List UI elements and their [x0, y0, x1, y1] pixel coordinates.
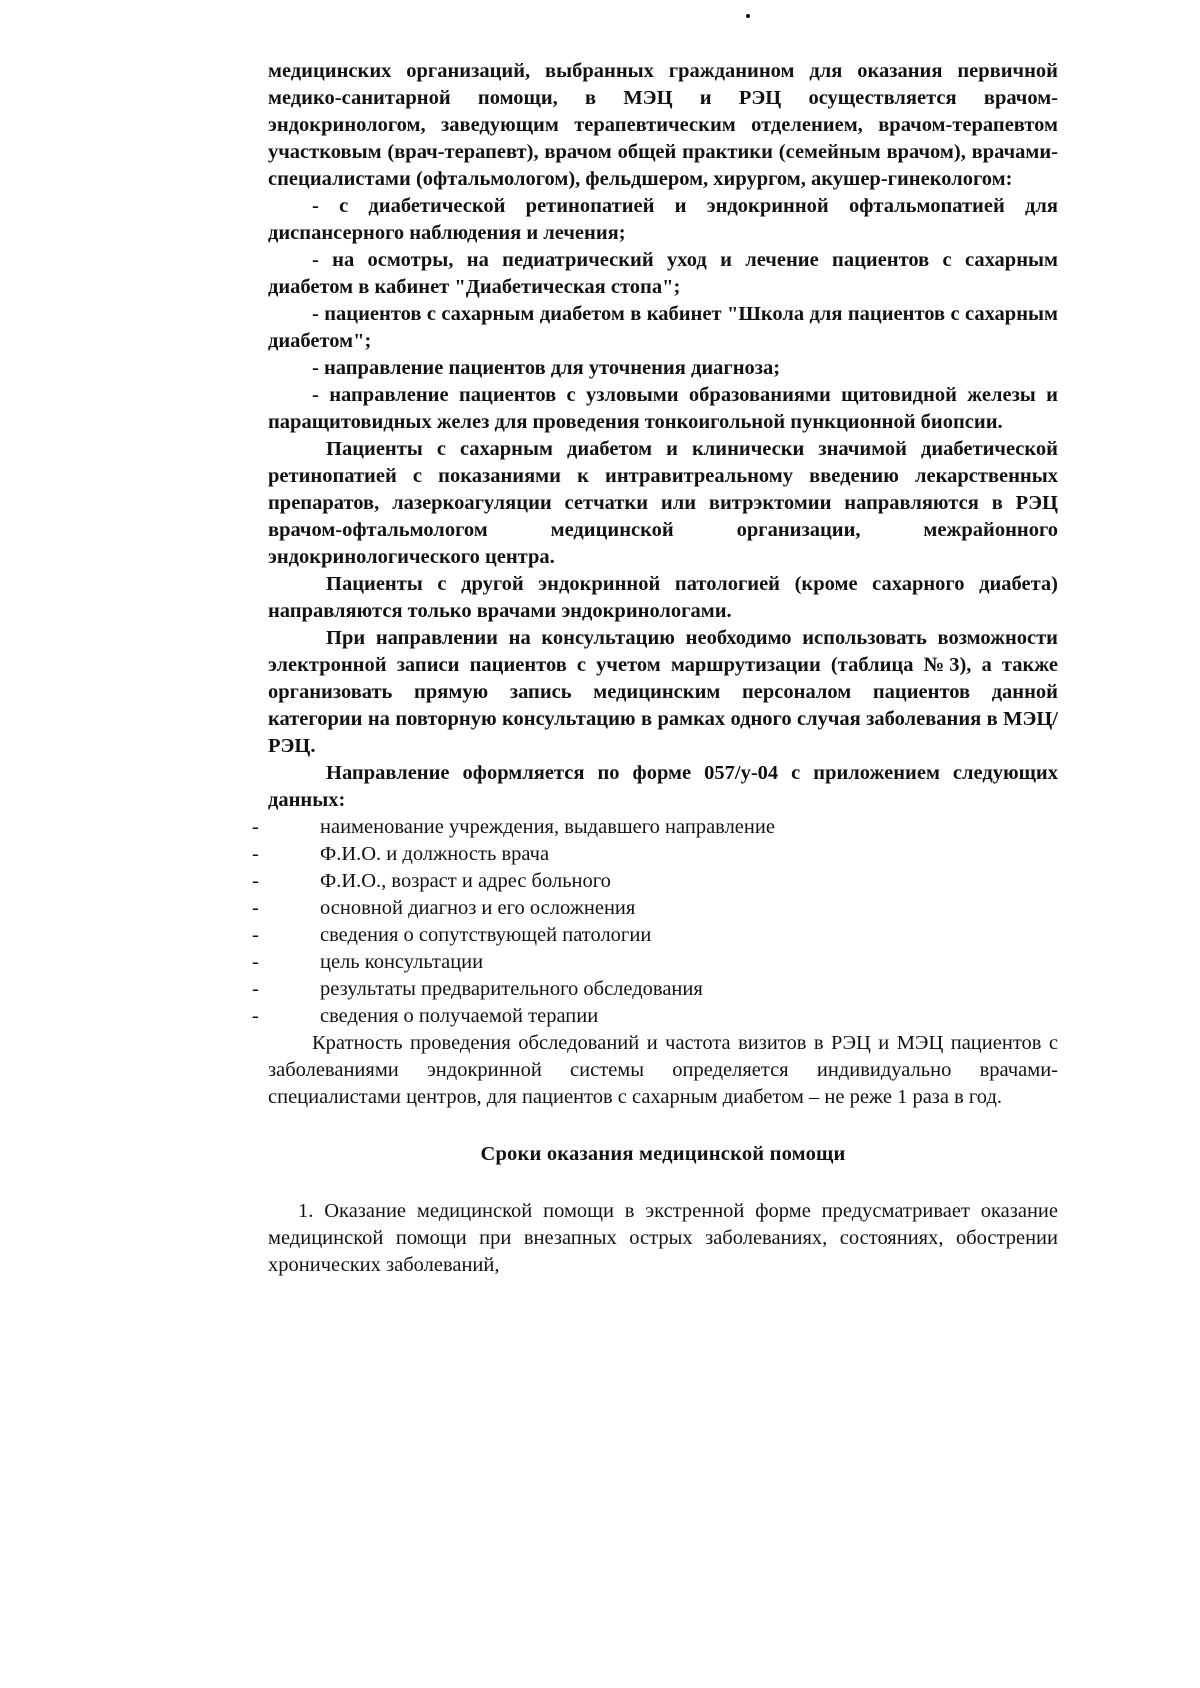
direction-diagnosis: - направление пациентов для уточнения диагноза;	[312, 357, 781, 379]
list-item	[252, 895, 1058, 922]
list-item	[252, 814, 1058, 841]
bullet-marker: -	[252, 843, 259, 865]
paragraph-referral-form: Направление оформляется по форме 057/у-04 с приложением следующих данных:	[268, 762, 1058, 811]
direction-diabetic-foot: - на осмотры, на педиатрический уход и лечение пациентов с сахарным диабетом в кабинет "Диабетическая стопа";	[268, 249, 1058, 298]
list-item-text: основной диагноз и его осложнения	[320, 897, 636, 919]
list-item	[252, 922, 1058, 949]
referral-data-list	[252, 814, 1058, 1030]
paragraph-visit-frequency: Кратность проведения обследований и частота визитов в РЭЦ и МЭЦ пациентов с заболеваниями эндокринной системы определяется индивидуально врачами- специалистами центров, для пациентов с сахарным диабетом – не реже 1 раза в год.	[268, 1032, 1058, 1108]
section-heading: Сроки оказания медицинской помощи	[480, 1143, 846, 1165]
list-item	[252, 868, 1058, 895]
section-item-emergency: 1. Оказание медицинской помощи в экстренной форме предусматривает оказание медицинской помощи при внезапных острых заболеваниях, состояниях, обострении хронических заболеваний,	[268, 1200, 1058, 1276]
paragraph-intro: медицинских организаций, выбранных гражданином для оказания первичной медико-санитарной помощи, в МЭЦ и РЭЦ осуществляется врачом-эндокринологом, заведующим терапевтическим отделением, врачом-терапевтом участковым (врач-терапевт), врачом общей практики (семейным врачом), врачами-специалистами (офтальмологом), фельдшером, хирургом, акушер-гинекологом:	[268, 60, 1058, 190]
list-item	[252, 949, 1058, 976]
bullet-marker: -	[252, 816, 259, 838]
scan-artifact-dot	[746, 14, 750, 18]
paragraph-retinopathy-referral: Пациенты с сахарным диабетом и клинически значимой диабетической ретинопатией с показаниями к интравитреальному введению лекарственных препаратов, лазеркоагуляции сетчатки или витрэктомии направляются в РЭЦ врачом-офтальмологом медицинской организации, межрайонного эндокринологического центра.	[268, 438, 1058, 568]
list-item	[252, 841, 1058, 868]
bullet-marker: -	[252, 870, 259, 892]
list-item-text: Ф.И.О. и должность врача	[320, 843, 550, 865]
bullet-marker: -	[252, 897, 259, 919]
bullet-marker: -	[252, 1005, 259, 1027]
direction-retinopathy	[268, 193, 1058, 247]
bullet-marker: -	[252, 924, 259, 946]
list-item-text: результаты предварительного обследования	[320, 978, 703, 1000]
list-item-text: сведения о получаемой терапии	[320, 1005, 599, 1027]
paragraph-electronic-booking: При направлении на консультацию необходимо использовать возможности электронной записи пациентов с учетом маршрутизации (таблица №3), а также организовать прямую запись медицинским персоналом пациентов данной категории на повторную консультацию в рамках одного случая заболевания в МЭЦ/РЭЦ.	[268, 627, 1058, 757]
list-item-text: наименование учреждения, выдавшего направление	[320, 816, 775, 838]
list-item-text: цель консультации	[320, 951, 484, 973]
list-item-text: Ф.И.О., возраст и адрес больного	[320, 870, 611, 892]
paragraph-other-pathology: Пациенты с другой эндокринной патологией (кроме сахарного диабета) направляются только врачами эндокринологами.	[268, 573, 1058, 622]
bullet-marker: -	[252, 978, 259, 1000]
document-page	[252, 58, 1058, 1279]
list-item-text: сведения о сопутствующей патологии	[320, 924, 652, 946]
direction-diabetes-school: - пациентов с сахарным диабетом в кабинет "Школа для пациентов с сахарным диабетом";	[268, 303, 1058, 352]
list-item	[252, 976, 1058, 1003]
list-item	[252, 1003, 1058, 1030]
direction-biopsy: - направление пациентов с узловыми образованиями щитовидной железы и паращитовидных желез для проведения тонкоигольной пункционной биопсии.	[268, 384, 1058, 433]
bullet-marker: -	[252, 951, 259, 973]
direction-retinopathy-text: - с диабетической ретинопатией и эндокринной офтальмопатией для диспансерного наблюдения и лечения;	[268, 195, 1058, 244]
